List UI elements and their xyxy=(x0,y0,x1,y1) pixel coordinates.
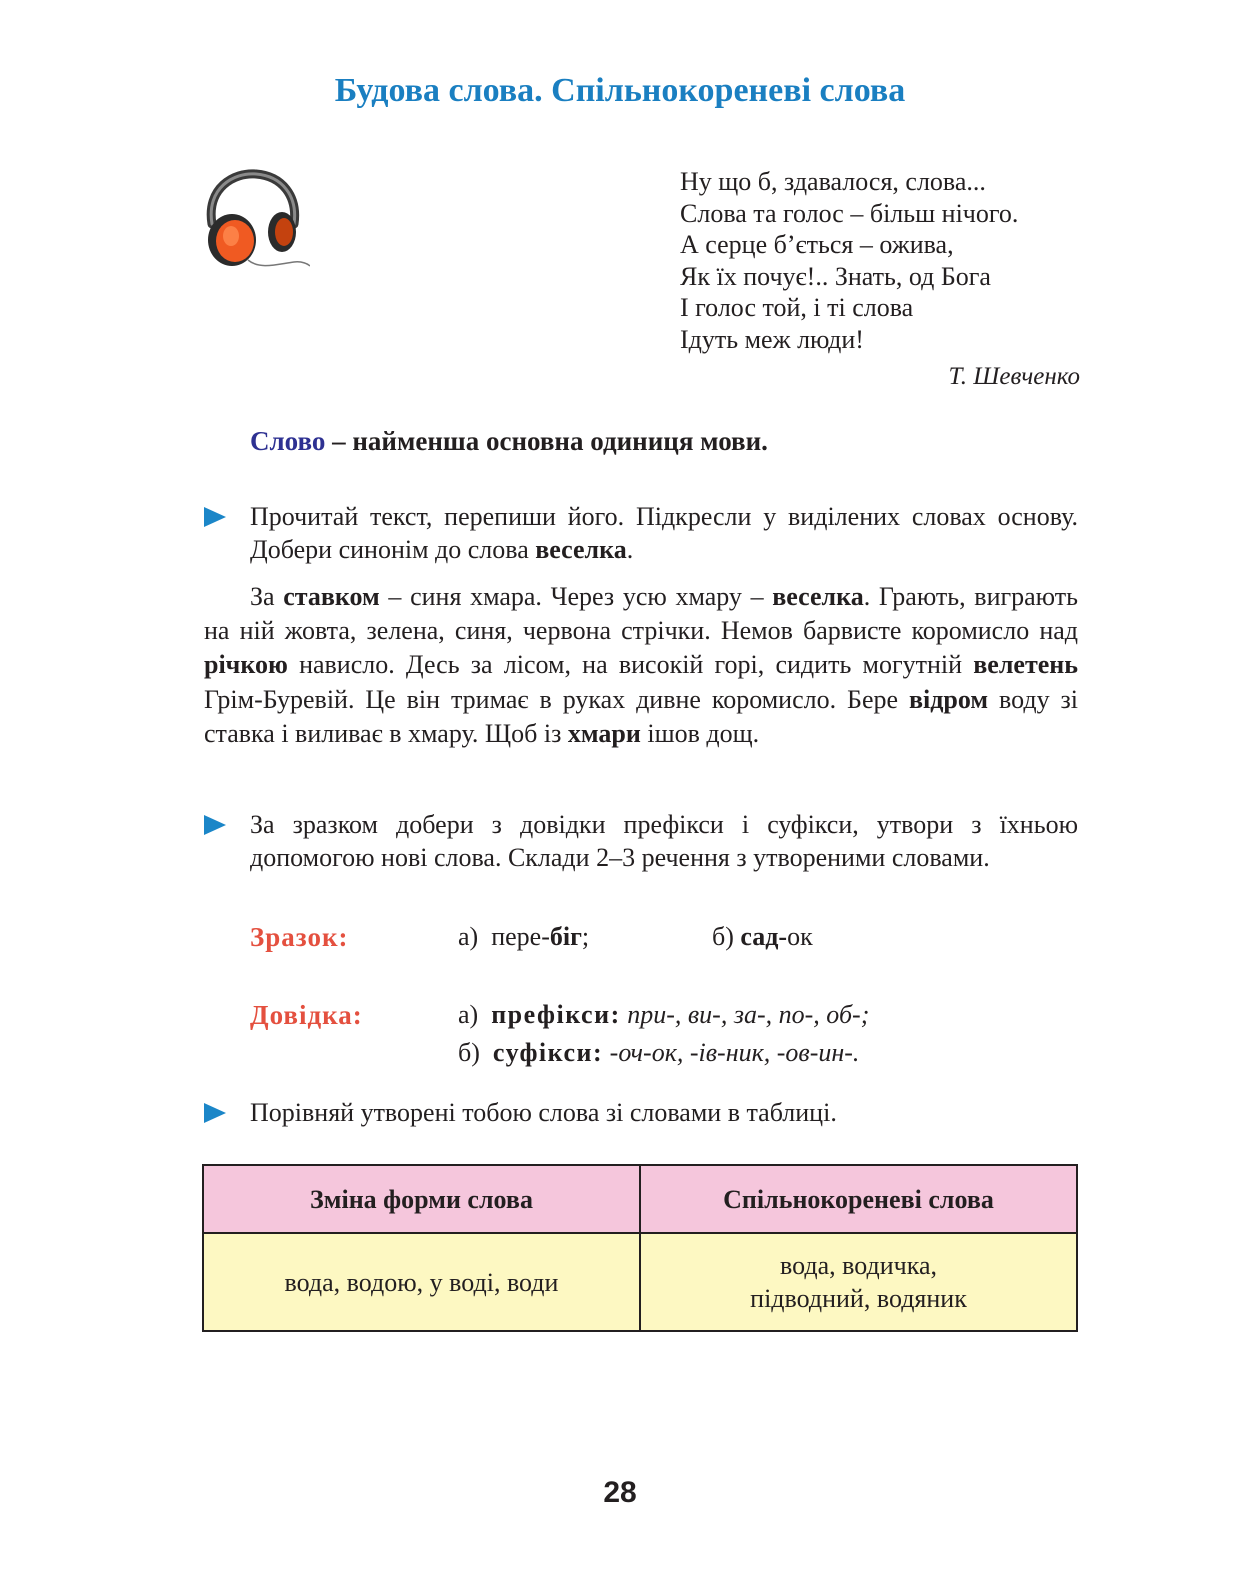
page-number: 28 xyxy=(603,1476,637,1509)
highlighted-word: велетень xyxy=(973,650,1078,680)
reading-passage xyxy=(204,580,1078,751)
passage-text: Грім-Буревій. Це він тримає в руках дивне коромисло. Бере xyxy=(204,684,909,714)
reference-b-term: суфікси: xyxy=(492,1038,604,1067)
table-header-cell: Спільнокореневі слова xyxy=(640,1165,1077,1233)
passage-text: За xyxy=(250,582,284,611)
reference-a xyxy=(458,1000,869,1030)
sample-b xyxy=(712,922,813,952)
passage-text: – синя хмара. Через усю хмару – xyxy=(379,582,773,611)
highlighted-word: хмари xyxy=(567,718,641,748)
reference-a-list: при-, ви-, за-, по-, об-; xyxy=(627,1000,870,1029)
table-cell-text: вода, водичка, підводний, водяник xyxy=(750,1251,967,1313)
bullet-arrow-icon xyxy=(204,1103,226,1123)
task-3: Порівняй утворені тобою слова зі словами в таблиці. xyxy=(250,1098,837,1127)
definition xyxy=(250,426,768,457)
table-row xyxy=(203,1233,1077,1331)
poem-line: Ідуть меж люди! xyxy=(680,324,864,354)
task-1-end: . xyxy=(626,535,634,564)
bullet-arrow-icon xyxy=(204,815,226,835)
reference-b xyxy=(458,1038,859,1068)
sample-a xyxy=(458,922,589,952)
sample-b-root: сад- xyxy=(740,922,788,951)
page-title: Будова слова. Спільнокореневі слова xyxy=(334,72,906,109)
sample-b-suffix: ок xyxy=(787,922,813,951)
bullet-arrow-icon xyxy=(204,507,226,527)
table-header-cell: Зміна форми слова xyxy=(203,1165,640,1233)
reference-a-term: префікси: xyxy=(491,1000,621,1029)
task-1-word: веселка xyxy=(535,535,627,564)
definition-term: Слово xyxy=(250,426,326,456)
poem-line: Слова та голос – більш нічого. xyxy=(680,198,1019,228)
sample-a-root: біг xyxy=(549,922,582,951)
highlighted-word: річкою xyxy=(204,650,288,680)
definition-text: – найменша основна одиниця мови. xyxy=(325,426,768,456)
poem-line: Як їх почує!.. Знать, од Бога xyxy=(680,261,991,291)
poem-author: Т. Шевченко xyxy=(948,363,1080,390)
sample-a-marker: а) xyxy=(458,922,479,951)
passage-text: воду зі ставка і виливає в хмару. Щоб із xyxy=(204,684,1079,748)
poem-line: Ну що б, здавалося, слова... xyxy=(680,167,986,196)
reference-b-list: -оч-ок, -ів-ник, -ов-ин-. xyxy=(609,1038,860,1067)
sample-a-end: ; xyxy=(581,922,590,951)
sample-b-marker: б) xyxy=(712,922,734,951)
passage-text: . Грають, виграють на ній жовта, зелена, синя, червона стрічки. Немов барвисте коромисло над xyxy=(204,582,1078,646)
headphones-icon xyxy=(198,166,310,274)
sample-label: Зразок: xyxy=(250,922,349,952)
task-2: За зразком добери з довідки префікси і суфікси, утвори з їхньою допомогою нові слова. Склади 2–3 речення з утвореними словами. xyxy=(250,810,1078,872)
highlighted-word: веселка xyxy=(772,582,864,611)
reference-a-marker: а) xyxy=(458,1000,479,1029)
task-1 xyxy=(250,500,1078,566)
passage-text: ішов дощ. xyxy=(640,718,760,748)
table-cell: вода, водою, у воді, води xyxy=(203,1233,640,1331)
table-header-row xyxy=(203,1165,1077,1233)
poem xyxy=(680,166,1018,356)
table-cell xyxy=(640,1233,1077,1331)
reference-b-marker: б) xyxy=(458,1038,480,1067)
highlighted-word: відром xyxy=(908,684,989,714)
poem-line: І голос той, і ті слова xyxy=(680,293,914,323)
highlighted-word: ставком xyxy=(283,582,380,611)
task-1-text: Прочитай текст, перепиши його. Підкресли у виділених словах основу. Добери синонім до слова xyxy=(250,502,1078,564)
reference-label: Довідка: xyxy=(250,1000,363,1030)
poem-line: А серце б’ється – ожива, xyxy=(680,230,954,260)
passage-text: нависло. Десь за лісом, на високій горі, сидить могутній xyxy=(287,650,974,680)
sample-a-prefix: пере- xyxy=(491,922,550,951)
comparison-table xyxy=(202,1164,1078,1332)
